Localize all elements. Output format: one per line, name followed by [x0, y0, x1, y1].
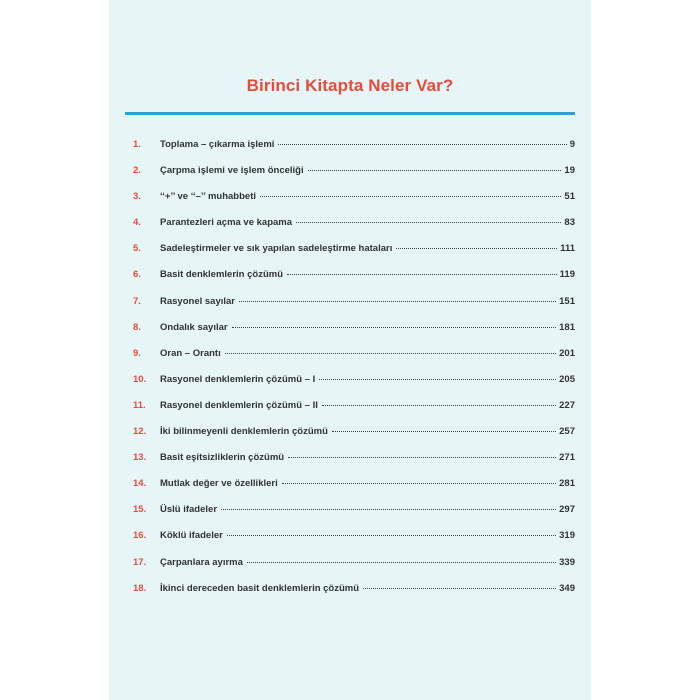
- dot-leader: [287, 274, 557, 275]
- toc-item: [133, 504, 575, 530]
- toc-item-label: Basit eşitsizliklerin çözümü: [160, 452, 285, 464]
- toc-item-number: 2.: [133, 165, 141, 177]
- toc-item-page: 9: [569, 139, 575, 150]
- dot-leader: [319, 379, 556, 380]
- dot-leader: [396, 248, 557, 249]
- dot-leader: [227, 535, 556, 536]
- dot-leader: [332, 431, 556, 432]
- toc-item-number: 5.: [133, 243, 141, 255]
- toc-item: [133, 296, 575, 322]
- dot-leader: [322, 405, 556, 406]
- toc-item-page: 319: [559, 530, 575, 542]
- toc-item: [133, 165, 575, 191]
- toc-item-page: 83: [564, 217, 575, 229]
- toc-item: [133, 530, 575, 556]
- toc-item: [133, 583, 575, 609]
- toc-item-label: Parantezleri açma ve kapama: [160, 217, 293, 229]
- toc-item-page: 19: [564, 165, 575, 177]
- toc-item-label: Rasyonel sayılar: [160, 295, 235, 307]
- toc-item-page: 181: [559, 321, 575, 333]
- toc-item-page: 281: [559, 478, 575, 490]
- dot-leader: [221, 509, 556, 510]
- dot-leader: [308, 170, 562, 171]
- toc-item: [133, 400, 575, 426]
- toc-item: [133, 139, 575, 165]
- document-page: [109, 0, 591, 700]
- toc-item: [133, 322, 575, 348]
- toc-item-label: Ondalık sayılar: [160, 321, 228, 333]
- toc-item-page: 297: [559, 504, 575, 516]
- toc-item-label: Basit denklemlerin çözümü: [160, 269, 284, 281]
- dot-leader: [260, 196, 561, 197]
- title-divider: [125, 112, 575, 115]
- toc-item-number: 11.: [133, 399, 146, 411]
- toc-item-number: 6.: [133, 269, 141, 281]
- toc-item-label: İkinci dereceden basit denklemlerin çözümü: [160, 582, 360, 594]
- dot-leader: [239, 301, 556, 302]
- toc-item: [133, 557, 575, 583]
- toc-item-label: Oran – Orantı: [160, 347, 221, 359]
- toc-item-label: Mutlak değer ve özellikleri: [160, 478, 278, 490]
- toc-item-number: 16.: [133, 530, 147, 542]
- toc-item-label: Üslü ifadeler: [160, 504, 218, 516]
- toc-item-number: 15.: [133, 504, 147, 516]
- toc-item-label: Çarpanlara ayırma: [160, 556, 243, 568]
- toc-item: [133, 452, 575, 478]
- toc-item-page: 51: [564, 191, 575, 203]
- table-of-contents: [133, 139, 575, 609]
- toc-item: [133, 243, 575, 269]
- toc-item-number: 12.: [133, 426, 147, 438]
- toc-item-number: 4.: [133, 217, 141, 229]
- toc-item: [133, 426, 575, 452]
- toc-item: [133, 217, 575, 243]
- toc-item-number: 8.: [133, 321, 141, 333]
- toc-item: [133, 374, 575, 400]
- toc-item-page: 257: [559, 426, 575, 438]
- page-title: Birinci Kitapta Neler Var?: [246, 76, 454, 95]
- dot-leader: [296, 222, 561, 223]
- toc-item-label: ‘‘+’’ ve ‘‘–’’ muhabbeti: [160, 191, 257, 203]
- toc-item-number: 1.: [133, 139, 141, 150]
- toc-item: [133, 478, 575, 504]
- toc-item-label: Çarpma işlemi ve işlem önceliği: [160, 165, 304, 177]
- toc-item-page: 151: [559, 295, 575, 307]
- toc-item-page: 205: [559, 373, 575, 385]
- toc-item: [133, 348, 575, 374]
- toc-item-label: Köklü ifadeler: [160, 530, 223, 542]
- dot-leader: [225, 353, 556, 354]
- dot-leader: [232, 327, 557, 328]
- toc-item-label: Sadeleştirmeler ve sık yapılan sadeleştirme hataları: [160, 243, 393, 255]
- toc-item-page: 227: [559, 399, 575, 411]
- toc-item-page: 201: [559, 347, 575, 359]
- toc-item-number: 7.: [133, 295, 141, 307]
- toc-item-label: Rasyonel denklemlerin çözümü – II: [160, 399, 318, 411]
- toc-item-number: 14.: [133, 478, 147, 490]
- dot-leader: [282, 483, 556, 484]
- dot-leader: [278, 144, 566, 145]
- toc-item-number: 17.: [133, 556, 147, 568]
- dot-leader: [247, 562, 556, 563]
- toc-item-label: Rasyonel denklemlerin çözümü – I: [160, 373, 316, 385]
- toc-item-page: 111: [560, 243, 575, 255]
- toc-item-number: 10.: [133, 373, 147, 385]
- toc-item-number: 9.: [133, 347, 141, 359]
- toc-item-number: 18.: [133, 582, 147, 594]
- toc-item-label: Toplama – çıkarma işlemi: [160, 139, 275, 150]
- toc-item: [133, 191, 575, 217]
- toc-item-number: 3.: [133, 191, 141, 203]
- toc-item-page: 339: [559, 556, 575, 568]
- toc-item: [133, 269, 575, 295]
- toc-item-label: İki bilinmeyenli denklemlerin çözümü: [160, 426, 328, 438]
- toc-item-page: 349: [559, 582, 575, 594]
- toc-item-page: 271: [559, 452, 575, 464]
- dot-leader: [363, 588, 556, 589]
- toc-item-number: 13.: [133, 452, 147, 464]
- dot-leader: [288, 457, 556, 458]
- toc-item-page: 119: [559, 269, 575, 281]
